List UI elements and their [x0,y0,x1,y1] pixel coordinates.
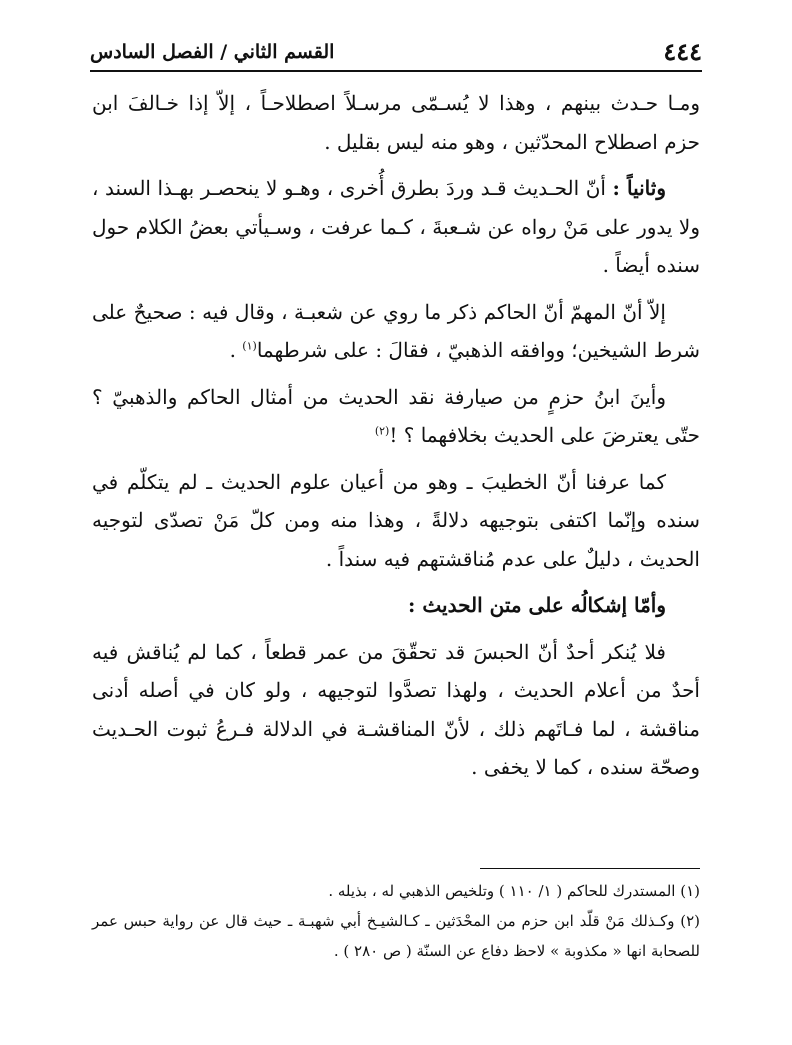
paragraph-4-text: وأينَ ابنُ حزمٍ من صيارفة نقد الحديث من أمثال الحاكم والذهبيّ ؟ حتّى يعترضَ على الحديث بخلافهما ؟ ! [92,384,700,447]
paragraph-2-text: أنّ الحـديث قـد وردَ بطرق أُخرى ، وهـو لا ينحصـر بهـذا السند ، ولا يدور على مَنْ رواه عن شـعبةَ ، كـما عرفت ، وسـيأتي بعضُ الكلام حول سنده أيضاً . [92,176,700,277]
footnote-2: (٢) وكـذلك مَنْ قلّد ابن حزم من المحْدَثين ـ كـالشيـخ أبي شهبـة ـ حيث قال عن رواية حبس عمر للصحابة انها « مكذوبة » لاحظ دفاع عن السنّة ( ص ٢٨٠ ) . [92,912,700,960]
paragraph-5-text: كما عرفنا أنّ الخطيبَ ـ وهو من أعيان علوم الحديث ـ لم يتكلّم في سنده وإنّما اكتفى بتوجيهه دلالةً ، وهذا منه ومن كلّ مَنْ تصدّى لتوجيه الحديث ، دليلٌ على عدم مُناقشتهم فيه سنداً . [92,469,700,571]
paragraph-2 [92,169,700,285]
paragraph-3-end: . [229,338,243,362]
main-text [92,84,700,795]
page-number: ٤٤٤ [663,37,702,66]
section-title: القسم الثاني / الفصل السادس [90,41,335,63]
paragraph-2-lead: وثانياً : [612,176,666,200]
footnote-1: (١) المستدرك للحاكم ( ١/ ١١٠ ) وتلخيص الذهبي له ، بذيله . [328,882,700,900]
paragraph-6-text: فلا يُنكر أحدٌ أنّ الحبسَ قد تحقّقَ من عمر قطعاً ، كما لم يُناقش فيه أحدٌ من أعلام الحديث ، ولهذا تصدَّوا لتوجيهه ، ولو كان في أصله أدنى مناقشة ، لما فـاتَهم ذلك ، لأنّ المناقشـة في الدلالة فـرعُ ثبوت الحـديث وصحّة سنده ، كما لا يخفى . [92,639,700,779]
paragraph-3-text: إلاّ أنّ المهمّ أنّ الحاكم ذكر ما روي عن شعبـة ، وقال فيه : صحيحٌ على شرط الشيخين؛ ووافقه الذهبيّ ، فقالَ : على شرطهما [92,299,700,362]
section-subheading: وأمّا إشكالُه على متن الحديث : [408,593,666,617]
footnote-ref-2[interactable]: (٢) [374,424,390,438]
header-divider [90,70,702,72]
paragraph-5 [92,463,700,579]
footnotes [92,876,700,966]
paragraph-1 [92,84,700,161]
footnote-divider [480,868,700,869]
paragraph-6 [92,633,700,787]
footnote-ref-1[interactable]: (١) [242,339,257,353]
running-header [90,28,702,68]
paragraph-3 [92,293,700,370]
paragraph-1-text: ومـا حـدث بينهم ، وهذا لا يُسـمّى مرسـلاً اصطلاحـاً ، إلاّ إذا خـالفَ ابن حزم اصطلاح المحدّثين ، وهو منه ليس بقليل . [92,91,700,154]
paragraph-4 [92,378,700,455]
